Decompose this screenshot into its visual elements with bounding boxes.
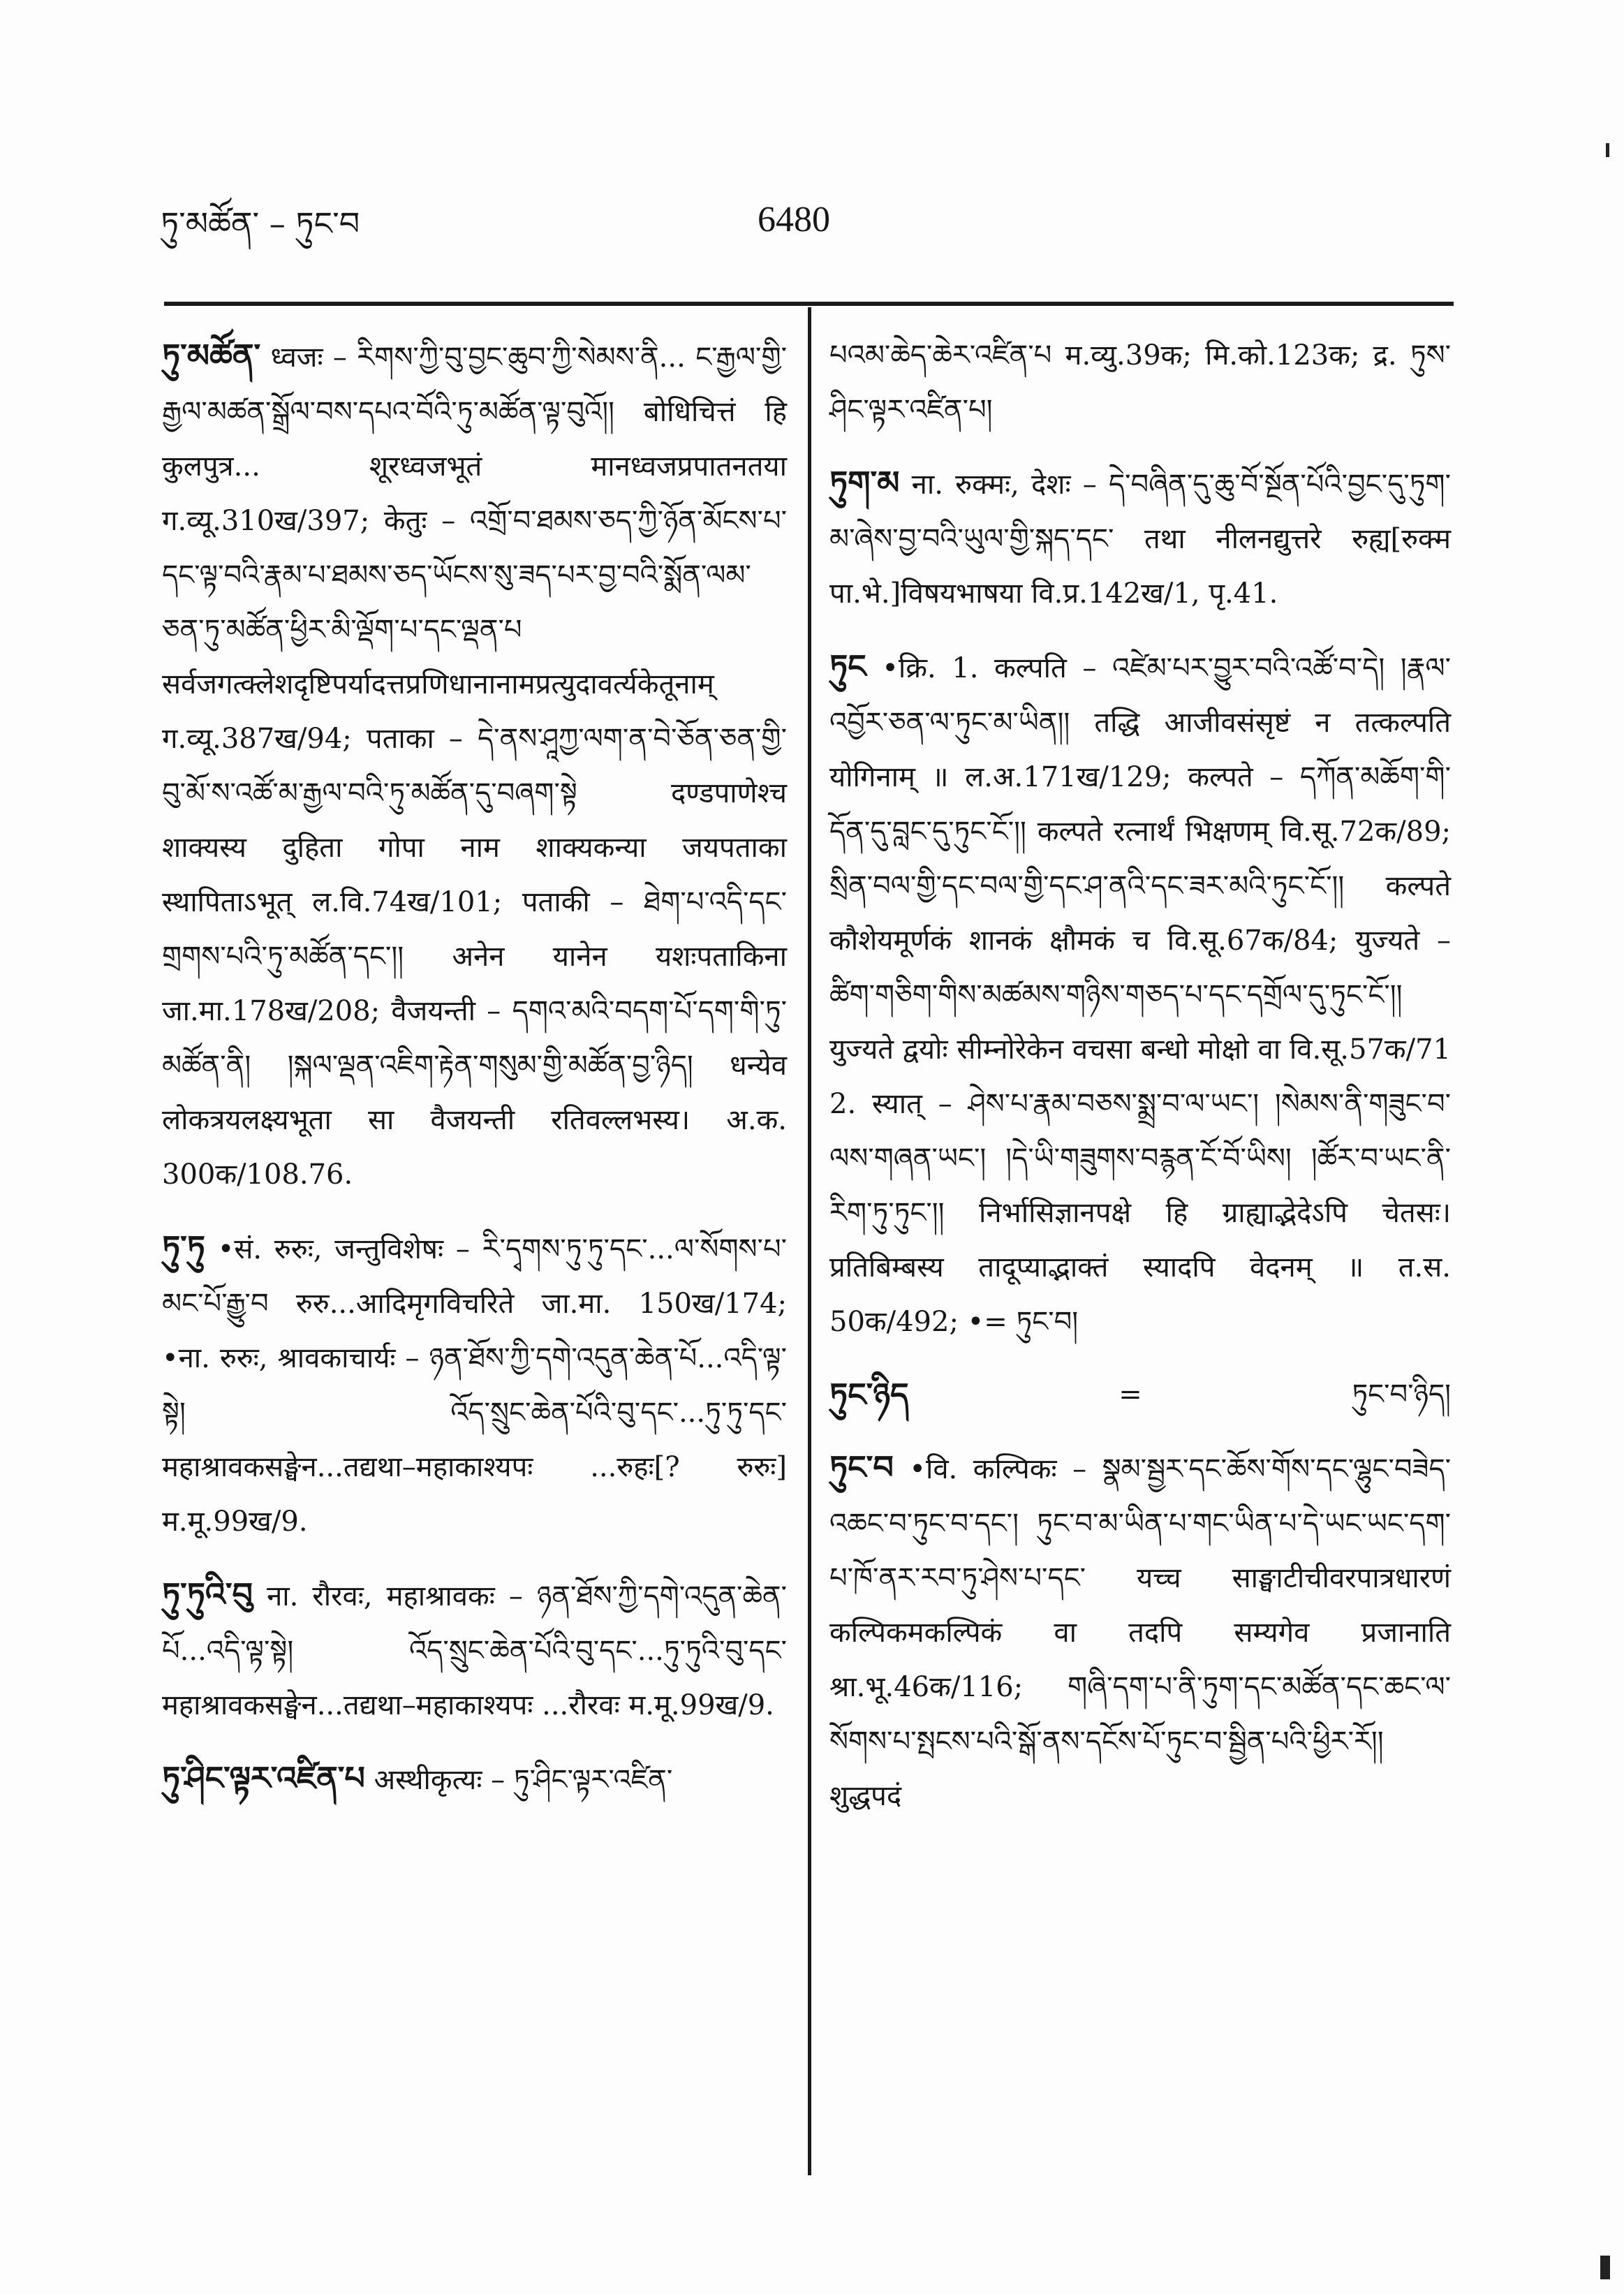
dictionary-entry — [829, 639, 1451, 1349]
entry-text: ध्वजः – རིགས་ཀྱི་བུ་བྱང་ཆུབ་ཀྱི་སེམས་ནི... ང་རྒྱལ་གྱི་རྒྱལ་མཚན་སྒྲོལ་བས་དཔའ་བོའི་ཏུ་མཚོན་ལྟ་བུའོ།། बोधिचित्तं हि कुलपुत्र... शूरध्वजभूतं मानध्वजप्रपातनतया ग.व्यू.310ख/397; केतुः – འགྲོ་བ་ཐམས་ཅད་ཀྱི་ཉོན་མོངས་པ་དང་ལྟ་བའི་རྣམ་པ་ཐམས་ཅད་ཡོངས་སུ་ཟད་པར་བྱ་བའི་སྨོན་ལམ་ཅན་ཏུ་མཚོན་ཕྱིར་མི་ལྡོག་པ་དང་ལྡན་པ सर्वजगत्क्लेशदृष्टिपर्यादत्तप्रणिधानानामप्रत्युदावर्त्यकेतूनाम् ग.व्यू.387ख/94; पताका – དེ་ནས་ཤཱཀྱ་ལག་ན་བེ་ཅོན་ཅན་གྱི་བུ་མོ་ས་འཚོ་མ་རྒྱལ་བའི་ཏུ་མཚོན་དུ་བཞག་སྟེ दण्डपाणेश्च शाक्यस्य दुहिता गोपा नाम शाक्यकन्या जयपताका स्थापिताऽभूत् ल.वि.74ख/101; पताकी – ཐེག་པ་འདི་དང་གྲགས་པའི་ཏུ་མཚོན་དང་།། अनेन यानेन यशःपताकिना जा.मा.178ख/208; वैजयन्ती – དགའ་མའི་བདག་པོ་དག་གི་ཏུ་མཚོན་ནི། །སྐལ་ལྡན་འཇིག་རྟེན་གསུམ་གྱི་མཚོན་བྱ་ཉིད། धन्येव लोकत्रयलक्ष्यभूता सा वैजयन्ती रतिवल्लभस्य। अ.क. 300क/108.76. — [162, 341, 788, 1191]
page-number: 6480 — [758, 200, 830, 240]
dictionary-entry — [162, 328, 787, 1202]
entry-text: •वि. कल्पिकः – སྣམ་སྦྱར་དང་ཆོས་གོས་དང་ལྷུང་བཟེད་འཆང་བ་ཏུང་བ་དང་། ཏུང་བ་མ་ཡིན་པ་གང་ཡིན་པ་དེ་ཡང་ཡང་དག་པ་ཁོ་ནར་རབ་ཏུ་ཤེས་པ་དང་ यच्च साङ्घाटीचीवरपात्रधारणं कल्पिकमकल्पिकं वा तदपि सम्यगेव प्रजानाति श्रा.भू.46क/116; གཞི་དག་པ་ནི་ཏུག་དང་མཚོན་དང་ཆང་ལ་སོགས་པ་སྤངས་པའི་སྒོ་ནས་དངོས་པོ་ཏུང་བ་སྦྱིན་པའི་ཕྱིར་རོ།། शुद्धपदं — [829, 1453, 1451, 1812]
running-head: ཏུ་མཚོན་ – ཏུང་བ — [161, 205, 360, 242]
equals-sign: = — [1119, 1378, 1142, 1411]
entry-headword: ཏུག་མ — [829, 464, 900, 501]
cross-reference-entry — [829, 1367, 1451, 1422]
left-column — [162, 328, 787, 1825]
entry-text: ना. रौरवः, महाश्रावकः – ཉན་ཐོས་ཀྱི་དགེ་འདུན་ཆེན་པོ...འདི་ལྟ་སྟེ། འོད་སྲུང་ཆེན་པོའི་བུ་དང་...ཏུ་ཏུའི་བུ་དང་ महाश्रावकसङ्घेन...तद्यथा–महाकाश्यपः ...रौरवः म.मू.99ख/9. — [162, 1580, 788, 1721]
dictionary-entry — [829, 1440, 1451, 1823]
dictionary-entry-continuation — [829, 328, 1451, 437]
dictionary-entry — [162, 1220, 787, 1549]
entry-text: ना. रुक्मः, देशः – དེ་བཞིན་དུ་ཆུ་བོ་སྔོན་པོའི་བྱང་དུ་ཏུག་མ་ཞེས་བྱ་བའི་ཡུལ་གྱི་སྐད་དང་ तथा नीलनद्युत्तरे रुह्य[रुक्म पा.भे.]विषयभाषया वि.प्र.142ख/1, पृ.41. — [829, 469, 1451, 610]
scan-speck — [1606, 143, 1609, 157]
entry-headword: ཏུང — [829, 647, 866, 685]
right-column — [829, 328, 1451, 1841]
dictionary-entry — [162, 1751, 787, 1807]
entry-text: अस्थीकृत्यः – ཏུ་ཤིང་ལྟར་འཛིན་ — [374, 1764, 673, 1796]
cross-reference-target: ཏུང་བ་ཉིད། — [1352, 1378, 1451, 1411]
column-divider — [808, 307, 811, 2175]
entry-headword: ཏུང་བ — [829, 1448, 894, 1486]
entry-headword: ཏུང་ཉིད — [829, 1376, 909, 1413]
entry-text: པའམ་ཆེད་ཆེར་འཛིན་པ म.व्यु.39क; मि.को.123क; द्र. ཏུས་ཤིང་ལྟར་འཛིན་པ། — [829, 339, 1451, 426]
dictionary-entry — [162, 1567, 787, 1733]
dictionary-entry — [829, 455, 1451, 621]
entry-text: •क्रि. 1. कल्पति – འཛེམ་པར་བྱུར་བའི་འཚོ་བ་དེ། །རྣལ་འབྱོར་ཅན་ལ་ཏུང་མ་ཡིན།། तद्धि आजीवसंसृष्टं न तत्कल्पति योगिनाम् ॥ ल.अ.171ख/129; कल्पते – དཀོན་མཆོག་གི་དོན་དུ་བླང་དུ་ཏུང་ངོ་།། कल्पते रत्नार्थं भिक्षणम् वि.सू.72क/89; སྲིན་བལ་གྱི་དང་བལ་གྱི་དང་ཤ་ནའི་དང་ཟར་མའི་ཏུང་ངོ་།། कल्पते कौशेयमूर्णकं शानकं क्षौमकं च वि.सू.67क/84; युज्यते – ཚིག་གཅིག་གིས་མཚམས་གཉིས་གཅད་པ་དང་དགྲོལ་དུ་ཏུང་ངོ་།། युज्यते द्वयोः सीम्नोरेकेन वचसा बन्धो मोक्षो वा वि.सू.57क/71 2. स्यात् – ཤེས་པ་རྣམ་བཅས་སྨྲ་བ་ལ་ཡང་། །སེམས་ནི་གཟུང་བ་ལས་གཞན་ཡང་། །དེ་ཡི་གཟུགས་བརྙན་ངོ་བོ་ཡིས། །ཚོར་བ་ཡང་ནི་རིག་ཏུ་ཏུང་།། निर्भासिज्ञानपक्षे हि ग्राह्याद्भेदेऽपि चेतसः। प्रतिबिम्बस्य तादूप्याद्भाक्तं स्यादपि वेदनम् ॥ त.स. 50क/492; •= ཏུང་བ། — [829, 652, 1451, 1338]
entry-headword: ཏུ་མཚོན་ — [162, 337, 261, 374]
entry-headword: ཏུ་ཏུའི་བུ — [162, 1575, 253, 1613]
entry-text: •सं. रुरुः, जन्तुविशेषः – རི་དྭགས་ཏུ་ཏུ་དང་...ལ་སོགས་པ་མང་པོ་རྒྱུ་བ रुरु...आदिमृगविचरिते जा.मा. 150ख/174; •ना. रुरुः, श्रावकाचार्यः – ཉན་ཐོས་ཀྱི་དགེ་འདུན་ཆེན་པོ...འདི་ལྟ་སྟེ། འོད་སྲུང་ཆེན་པོའི་བུ་དང་...ཏུ་ཏུ་དང་ महाश्रावकसङ्घेन...तद्यथा–महाकाश्यपः ...रुहः[? रुरुः] म.मू.99ख/9. — [162, 1233, 787, 1538]
scan-speck — [1600, 2256, 1610, 2279]
entry-headword: ཏུ་ཏུ — [162, 1228, 205, 1266]
header-rule — [164, 302, 1454, 306]
entry-headword: ཏུ་ཤིང་ལྟར་འཛིན་པ — [162, 1759, 365, 1797]
